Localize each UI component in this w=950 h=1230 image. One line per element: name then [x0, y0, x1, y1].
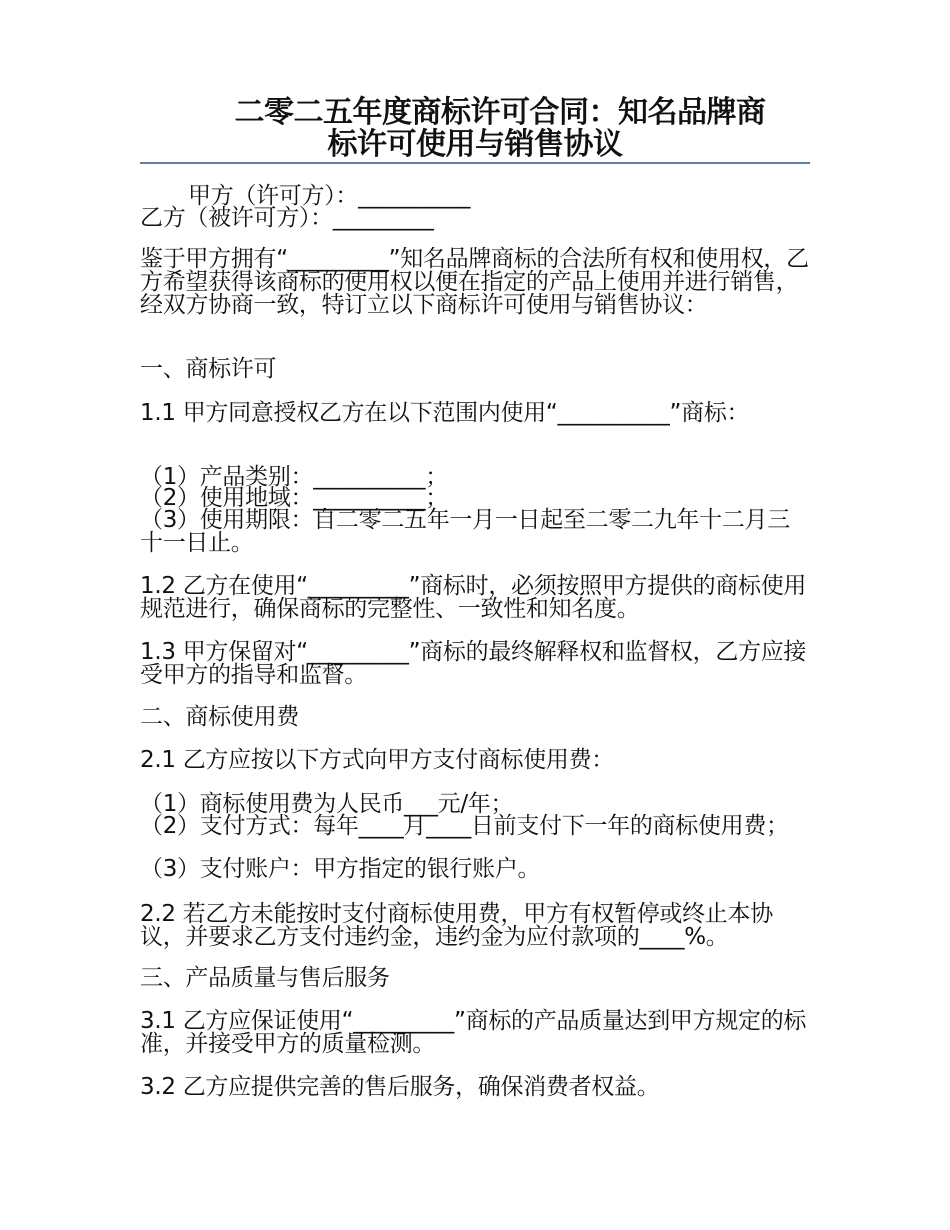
clause-2-1: 2.1 乙方应按以下方式向甲方支付商标使用费： — [140, 747, 614, 773]
title-line-1: 二零二五年度商标许可合同：知名品牌商 — [234, 95, 766, 130]
party-a-line: 甲方（许可方）：__________ — [188, 183, 471, 209]
clause-1-1-item-1: （1）产品类别：__________； — [140, 464, 448, 490]
clause-1-1-item-2: （2）使用地域：__________； — [140, 485, 448, 511]
party-b-line: 乙方（被许可方）：_________ — [140, 205, 434, 231]
clause-3-2: 3.2 乙方应提供完善的售后服务，确保消费者权益。 — [140, 1074, 660, 1100]
section-3-heading: 三、产品质量与售后服务 — [140, 965, 390, 991]
clause-2-1-item-2: （2）支付方式：每年____月____日前支付下一年的商标使用费； — [140, 813, 789, 839]
document-title — [140, 95, 810, 162]
section-1-heading: 一、商标许可 — [140, 356, 277, 382]
clause-1-1-item-3: （3）使用期限：自二零二五年一月一日起至二零二九年十二月三十一日止。 — [140, 507, 790, 556]
clause-1-1: 1.1 甲方同意授权乙方在以下范围内使用“__________”商标： — [140, 400, 750, 426]
clause-1-2: 1.2 乙方在使用“_________”商标时，必须按照甲方提供的商标使用规范进行，确保商标的完整性、一致性和知名度。 — [140, 573, 807, 622]
clause-2-1-item-1: （1）商标使用费为人民币___元/年； — [140, 791, 514, 817]
clause-2-2: 2.2 若乙方未能按时支付商标使用费，甲方有权暂停或终止本协议，并要求乙方支付违约金，违约金为应付款项的____%。 — [140, 901, 773, 950]
clause-3-1: 3.1 乙方应保证使用“_________”商标的产品质量达到甲方规定的标准，并接受甲方的质量检测。 — [140, 1008, 807, 1057]
title-divider — [140, 162, 810, 164]
preamble-paragraph: 鉴于甲方拥有“_________”知名品牌商标的合法所有权和使用权，乙方希望获得该商标的使用权以便在指定的产品上使用并进行销售，经双方协商一致，特订立以下商标许可使用与销售协议： — [140, 246, 809, 318]
clause-2-1-item-3: （3）支付账户：甲方指定的银行账户。 — [140, 856, 541, 882]
section-2-heading: 二、商标使用费 — [140, 704, 299, 730]
clause-1-3: 1.3 甲方保留对“_________”商标的最终解释权和监督权，乙方应接受甲方的指导和监督。 — [140, 639, 807, 688]
title-line-2: 标许可使用与销售协议 — [327, 127, 623, 162]
